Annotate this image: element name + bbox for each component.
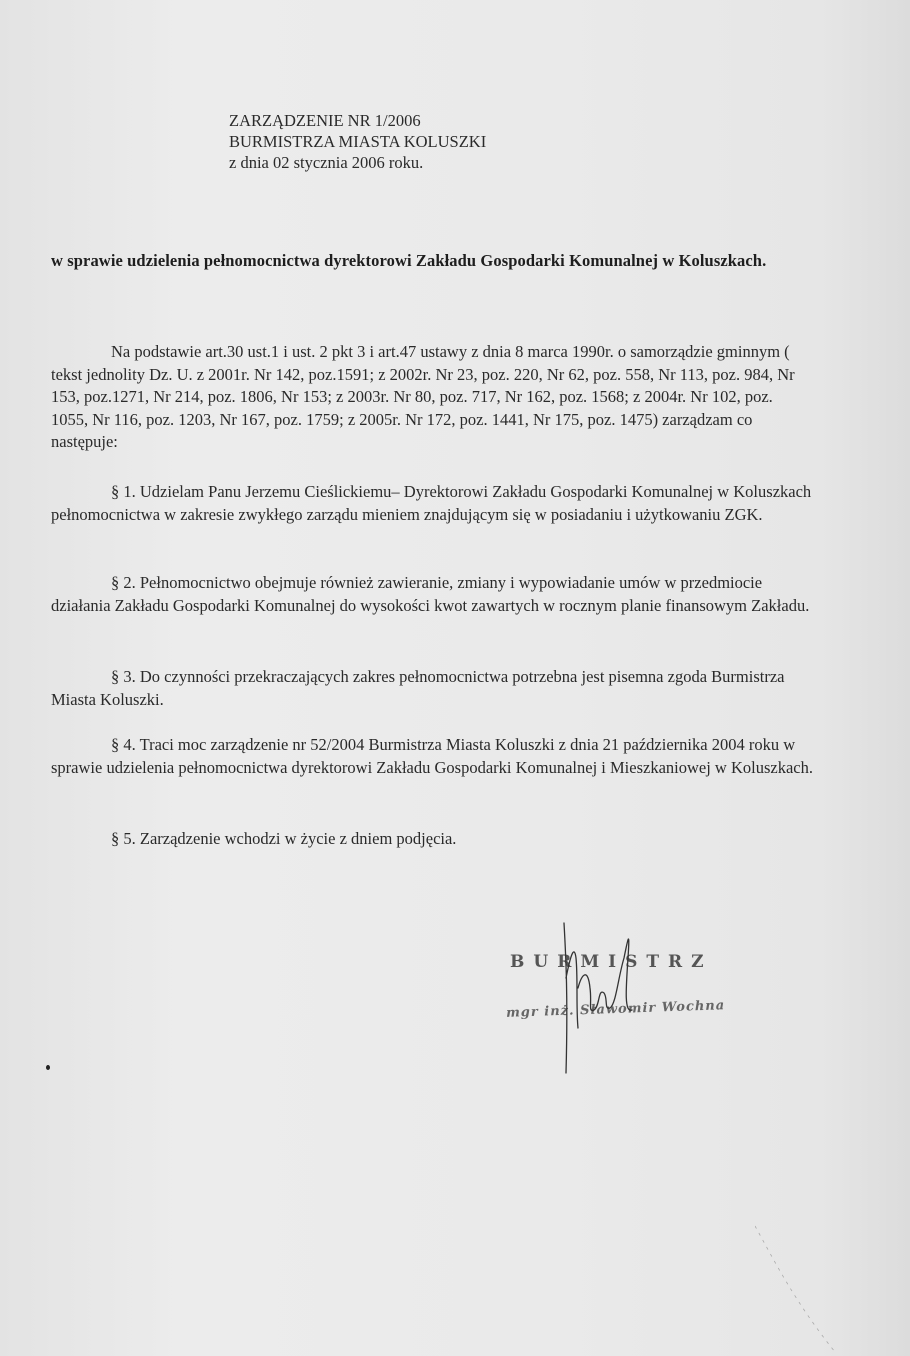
document-subject: w sprawie udzielenia pełnomocnictwa dyrektorowi Zakładu Gospodarki Komunalnej w Koluszkach. bbox=[51, 251, 767, 270]
scan-speck bbox=[46, 1065, 50, 1070]
heading-title: ZARZĄDZENIE NR 1/2006 bbox=[229, 111, 421, 130]
heading-issuer: BURMISTRZA MIASTA KOLUSZKI bbox=[229, 132, 487, 151]
section-1: § 1. Udzielam Panu Jerzemu Cieślickiemu– Dyrektorowi Zakładu Gospodarki Komunalnej w Koluszkach pełnomocnictwa w zakresie zwykłego zarządu mieniem znajdującym się w posiadaniu i użytkowaniu ZGK. bbox=[51, 482, 812, 524]
scan-scratch bbox=[755, 1222, 895, 1356]
document-heading bbox=[229, 110, 486, 173]
section-3: § 3. Do czynności przekraczających zakres pełnomocnictwa potrzebna jest pisemna zgoda Burmistrza Miasta Koluszki. bbox=[51, 667, 785, 709]
stamp-name: mgr inż. Sławomir Wochna bbox=[505, 998, 726, 1021]
section-2: § 2. Pełnomocnictwo obejmuje również zawieranie, zmiany i wypowiadanie umów w przedmiocie działania Zakładu Gospodarki Komunalnej do wysokości kwot zawartych w rocznym planie finansowym Zakładu. bbox=[51, 573, 810, 615]
heading-date: z dnia 02 stycznia 2006 roku. bbox=[229, 153, 424, 172]
section-4: § 4. Traci moc zarządzenie nr 52/2004 Burmistrza Miasta Koluszki z dnia 21 października 2004 roku w sprawie udzielenia pełnomocnictwa dyrektorowi Zakładu Gospodarki Komunalnej i Mieszkaniowej w Koluszkach. bbox=[51, 735, 813, 777]
stamp-title: BURMISTRZ bbox=[510, 952, 713, 972]
handwritten-signature bbox=[548, 918, 658, 1078]
legal-basis-paragraph: Na podstawie art.30 ust.1 i ust. 2 pkt 3 i art.47 ustawy z dnia 8 marca 1990r. o samorządzie gminnym ( tekst jednolity Dz. U. z 2001r. Nr 142, poz.1591; z 2002r. Nr 23, poz. 220, Nr 62, poz. 558, Nr 113, poz. 984, Nr 153, poz.1271, Nr 214, poz. 1806, Nr 153; z 2003r. Nr 80, poz. 717, Nr 162, poz. 1568; z 2004r. Nr 102, poz. 1055, Nr 116, poz. 1203, Nr 167, poz. 1759; z 2005r. Nr 172, poz. 1441, Nr 175, poz. 1475) zarządzam co następuje: bbox=[51, 342, 795, 451]
section-5: § 5. Zarządzenie wchodzi w życie z dniem podjęcia. bbox=[111, 829, 457, 848]
